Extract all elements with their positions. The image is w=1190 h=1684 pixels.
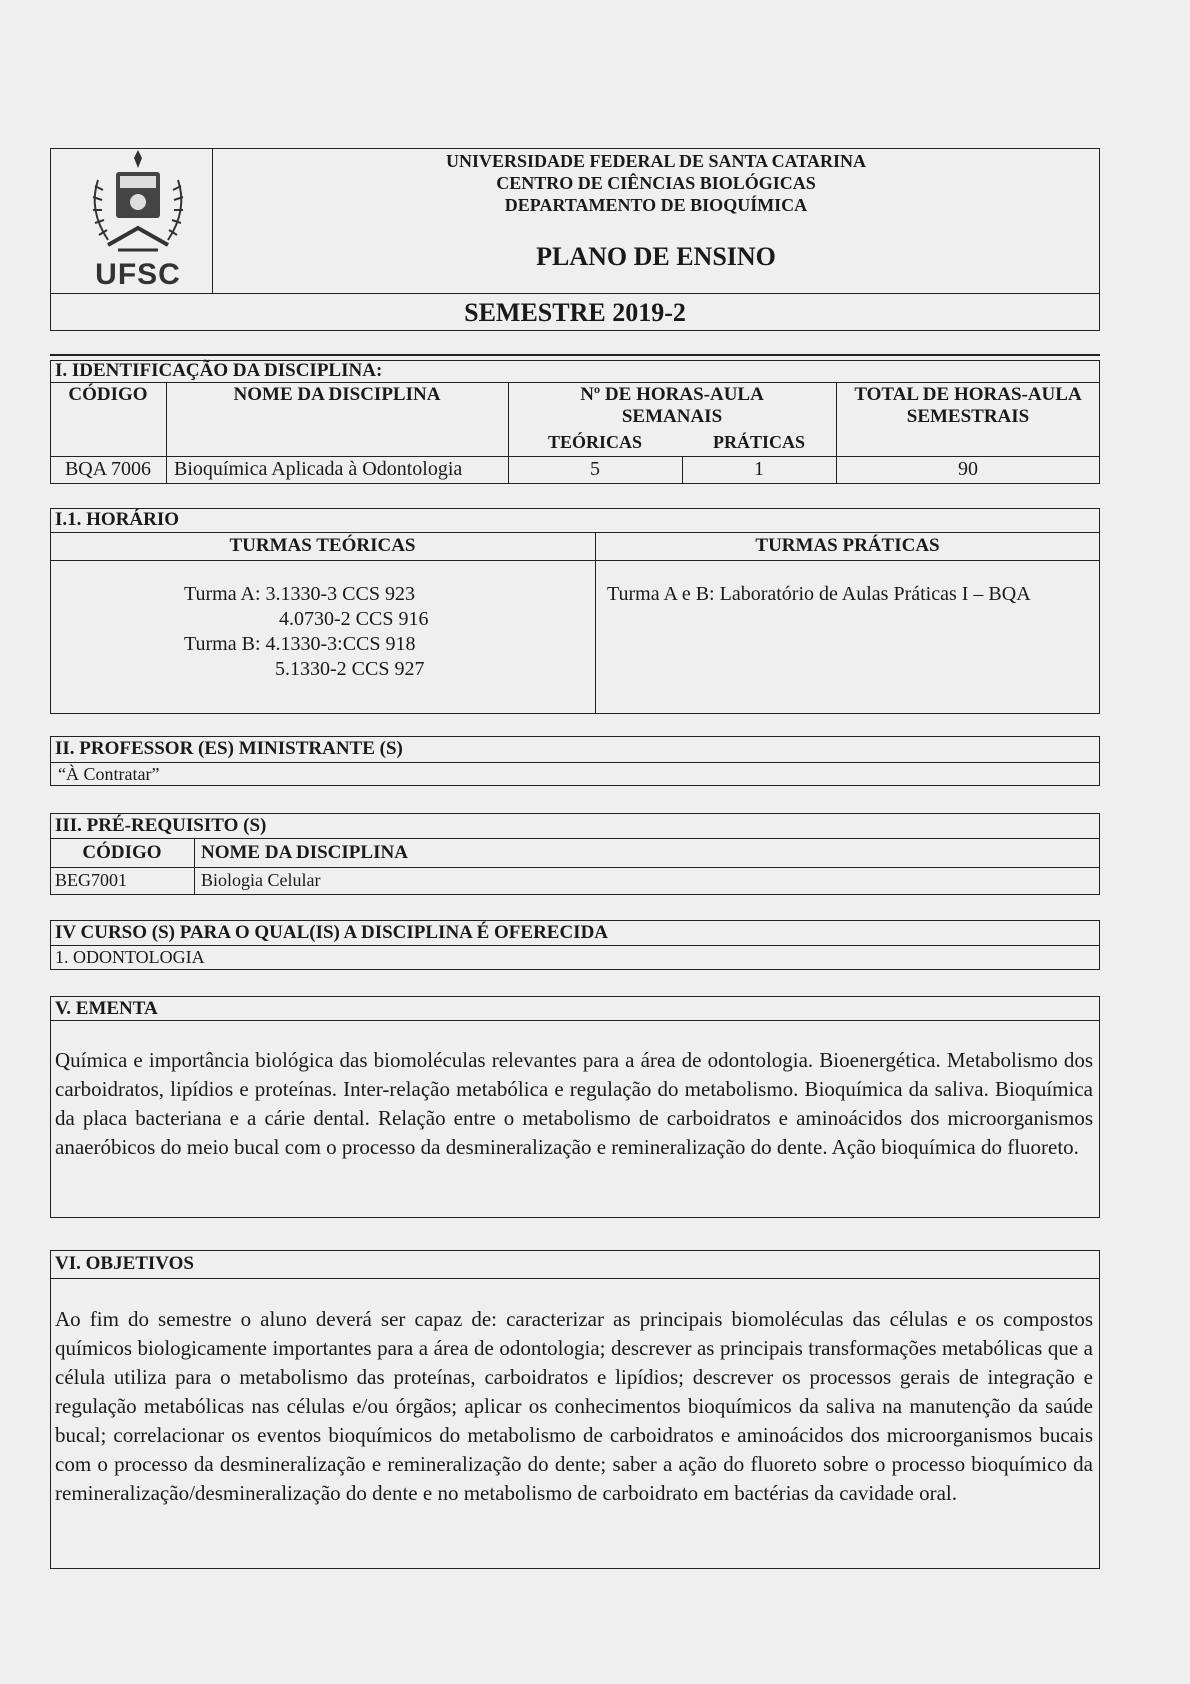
col-header-practical: PRÁTICAS	[712, 432, 805, 452]
course-list-item: 1. ODONTOLOGIA	[55, 947, 205, 967]
col-header-name: NOME DA DISCIPLINA	[233, 384, 441, 405]
prereq-header-code: CÓDIGO	[82, 842, 162, 863]
university-name: UNIVERSIDADE FEDERAL DE SANTA CATARINA	[445, 151, 867, 171]
professor-name: “À Contratar”	[58, 764, 160, 784]
section-iii-heading: III. PRÉ-REQUISITO (S)	[55, 815, 267, 836]
col-header-weekly-hours: Nº DE HORAS-AULA SEMANAIS	[580, 384, 764, 427]
course-name: Bioquímica Aplicada à Odontologia	[174, 458, 463, 480]
col-header-total-hours: TOTAL DE HORAS-AULA SEMESTRAIS	[854, 384, 1082, 427]
prereq-name: Biologia Celular	[201, 870, 321, 890]
coat-of-arms-icon	[78, 150, 198, 260]
total-hours: 90	[958, 458, 978, 480]
schedule-line-3: Turma B: 4.1330-3:CCS 918	[184, 633, 416, 655]
col-header-code: CÓDIGO	[68, 384, 148, 405]
section-i-heading: I. IDENTIFICAÇÃO DA DISCIPLINA:	[55, 360, 383, 381]
ufsc-logo	[78, 150, 198, 290]
section-vi-heading: VI. OBJETIVOS	[55, 1253, 194, 1274]
prereq-header-name: NOME DA DISCIPLINA	[201, 842, 408, 863]
section-ii-heading: II. PROFESSOR (ES) MINISTRANTE (S)	[55, 738, 403, 759]
schedule-line-2: 4.0730-2 CCS 916	[279, 608, 429, 630]
center-name: CENTRO DE CIÊNCIAS BIOLÓGICAS	[496, 173, 816, 193]
theoretical-classes-header: TURMAS TEÓRICAS	[229, 535, 416, 556]
semester-title: SEMESTRE 2019-2	[464, 298, 686, 327]
practical-hours: 1	[754, 458, 764, 480]
prereq-code: BEG7001	[55, 870, 127, 890]
practical-classes-header: TURMAS PRÁTICAS	[755, 535, 940, 556]
department-name: DEPARTAMENTO DE BIOQUÍMICA	[504, 195, 808, 215]
logo-text: UFSC	[95, 258, 181, 291]
objectives-text: Ao fim do semestre o aluno deverá ser capaz de: caracterizar as principais biomoléculas das células e os compostos químicos biologicamente importantes para a área de odontologia; descrever as principais transformações metabólicas que a célula utiliza para o metabolismo das proteínas, carboidratos e lipídios; descrever os processos gerais de integração e regulação metabólicas nas células e/ou órgãos; aplicar os conhecimentos bioquímicos da saliva na manutenção da saúde bucal; correlacionar os eventos bioquímicos do metabolismo de carboidratos e aminoácidos dos microorganismos bucais com o processo da desmineralização e remineralização do dente; saber a ação do fluoreto sobre o processo bioquímico da remineralização/desmineralização do dente e no metabolismo de carboidrato em bactérias da cavidade oral.	[55, 1307, 1093, 1505]
section-iv-heading: IV CURSO (S) PARA O QUAL(IS) A DISCIPLINA É OFERECIDA	[55, 922, 609, 943]
course-code: BQA 7006	[64, 458, 152, 480]
syllabus-text: Química e importância biológica das biomoléculas relevantes para a área de odontologia. Bioenergética. Metabolismo dos carboidratos, lipídios e proteínas. Inter-relação metabólica e regulação do metabolismo. Bioquímica da saliva. Bioquímica da placa bacteriana e a cárie dental. Relação entre o metabolismo de carboidratos e aminoácidos dos microorganismos anaeróbicos do meio bucal com o processo da desmineralização e remineralização do dente. Ação bioquímica do fluoreto.	[55, 1048, 1093, 1159]
schedule-line-1: Turma A: 3.1330-3 CCS 923	[184, 583, 415, 605]
col-header-theoretical: TEÓRICAS	[547, 432, 643, 452]
schedule-line-4: 5.1330-2 CCS 927	[275, 658, 425, 680]
section-i1-heading: I.1. HORÁRIO	[55, 509, 180, 530]
theoretical-hours: 5	[590, 458, 600, 480]
practical-schedule: Turma A e B: Laboratório de Aulas Práticas I – BQA	[607, 583, 1031, 605]
document-title: PLANO DE ENSINO	[536, 242, 776, 271]
section-v-heading: V. EMENTA	[55, 998, 158, 1019]
